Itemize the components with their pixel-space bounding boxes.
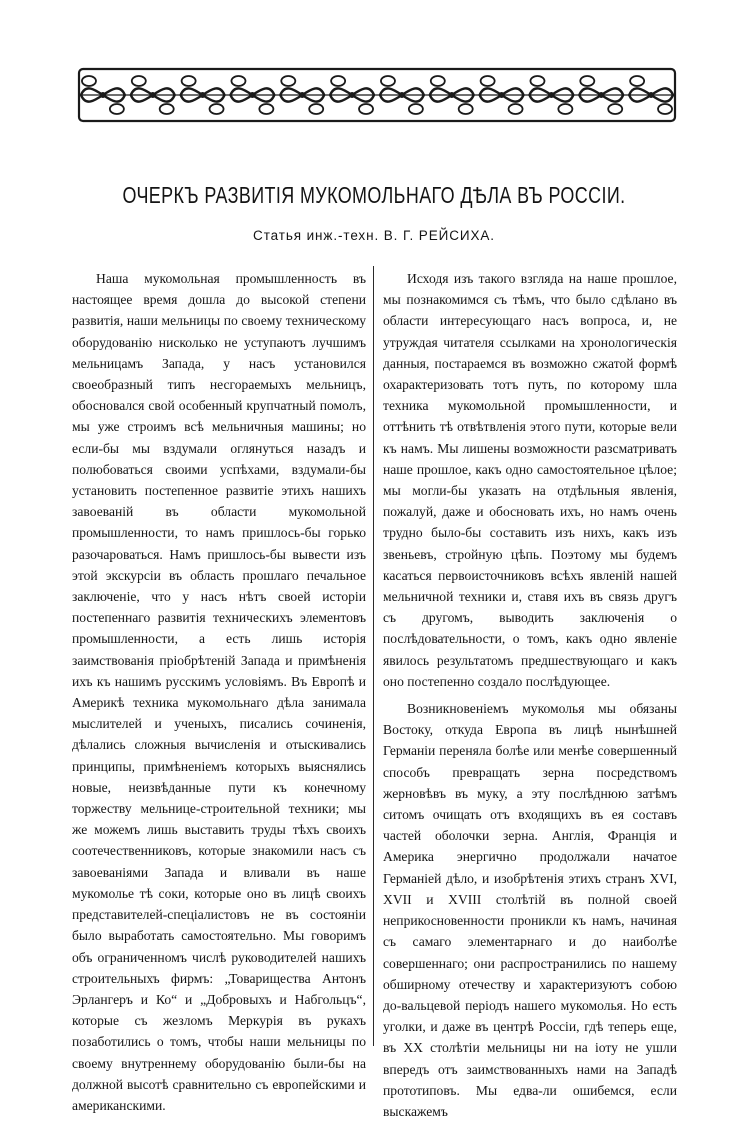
column-divider	[373, 266, 374, 1046]
scrollwork-band-icon	[78, 66, 676, 124]
paragraph: Наша мукомольная промышленность въ настоящее время дошла до высокой степени развитія, наши мельницы по своему техническому оборудованію нисколько не уступаютъ лучшимъ мельницамъ Запада, у насъ установился своеобразный типъ несгораемыхъ мельницъ, обосновался свой особенный крупчатный помолъ, мы уже строимъ всѣ мельничныя машины; но если-бы мы вздумали оглянуться назадъ и полюбоваться своими успѣхами, вздумали-бы установить постепенное развитіе этихъ нашихъ завоеваній въ области мукомольной промышленности, то намъ пришлось-бы горько разочароваться. Намъ пришлось-бы вывести изъ этой экскурсіи въ область прошлаго печальное заключеніе, что у насъ нѣтъ своей исторіи постепеннаго развитія техническихъ элементовъ промышленности, а есть лишь исторія заимствованія пріобрѣтеній Запада и примѣненія ихъ къ нашимъ русскимъ условіямъ. Въ Европѣ и Америкѣ техника мукомольнаго дѣла занимала мыслителей и ученыхъ, писались сочиненія, дѣлались сложныя вычисленія и отыскивались принципы, примѣненіемъ которыхъ выяснялись новые, неизвѣданные пути къ конечному торжеству мельнице-строительной техники; мы же можемъ лишь выставить труды тѣхъ своихъ соотечественниковъ, которые знакомили насъ съ завоеваніями Запада и вливали въ наше мукомолье тѣ соки, которые оно въ лицѣ своихъ представителей-спеціалистовъ не въ состояніи было выработать самостоятельно. Мы говоримъ объ ограниченномъ числѣ руководителей нашихъ строительныхъ фирмъ: „Товарищества Антонъ Эрлангеръ и Ко“ и „Добровыхъ и Набгольцъ“, которые съ жезломъ Меркурія въ рукахъ позаботились о томъ, чтобы наши мельницы по своему внутреннему оборудованію были-бы на должной высотѣ сравнительно съ европейскими и американскими.	[72, 271, 366, 1113]
right-text-column	[383, 268, 677, 1119]
left-text-column	[72, 268, 366, 1113]
paragraph: Возникновеніемъ мукомолья мы обязаны Востоку, откуда Европа въ лицѣ нынѣшней Германіи переняла болѣе или менѣе совершенный способъ превращать зерна посредствомъ жерновѣвъ въ муку, а эту послѣднюю затѣмъ ситомъ очищать отъ входящихъ въ ея составъ частей оболочки зерна. Англія, Франція и Америка энергично продолжали начатое Германіей дѣло, и изобрѣтенія этихъ странъ XVI, XVII и XVIII столѣтій въ полной своей неприкосновенности проникли къ намъ, начиная съ самаго элементарнаго и до наиболѣе совершеннаго; они распространились по нашему обширному отечеству и характеризуютъ собою до-вальцевой періодъ нашего мукомолья. Но есть уголки, и даже въ центрѣ Россіи, гдѣ теперь еще, въ XX столѣтіи мельницы ни на іоту не ушли впередъ отъ заимствованныхъ нами на Западѣ прототиповъ. Мы едва-ли ошибемся, если выскажемъ	[383, 701, 677, 1119]
paragraph: Исходя изъ такого взгляда на наше прошлое, мы познакомимся съ тѣмъ, что было сдѣлано въ области интересующаго насъ вопроса, и, не утруждая читателя ссылками на хронологическія данныя, постараемся въ возможно сжатой формѣ охарактеризовать тотъ путь, по которому шла техника мукомольной промышленности, и оттѣнить тѣ отвѣтвленія этого пути, которые вели къ намъ. Мы лишены возможности разсматривать наше прошлое, какъ одно самостоятельное цѣлое; мы могли-бы указать на отдѣльныя явленія, пожалуй, даже и обосновать ихъ, но намъ очень трудно было-бы составить изъ нихъ, какъ изъ звеньевъ, стройную цѣпь. Поэтому мы будемъ касаться первоисточниковъ всѣхъ явленій нашей мельничной техники и, ставя ихъ въ связь другъ съ другомъ, выводить заключенія о послѣдовательности, о томъ, какъ одно явленіе явилось результатомъ предшествующаго и какъ оно постепенно создало послѣдующее.	[383, 271, 677, 689]
article-title: ОЧЕРКЪ РАЗВИТІЯ МУКОМОЛЬНАГО ДѢЛА ВЪ РОССІИ.	[122, 182, 626, 208]
article-byline: Статья инж.-техн. В. Г. РЕЙСИХА.	[253, 228, 495, 243]
